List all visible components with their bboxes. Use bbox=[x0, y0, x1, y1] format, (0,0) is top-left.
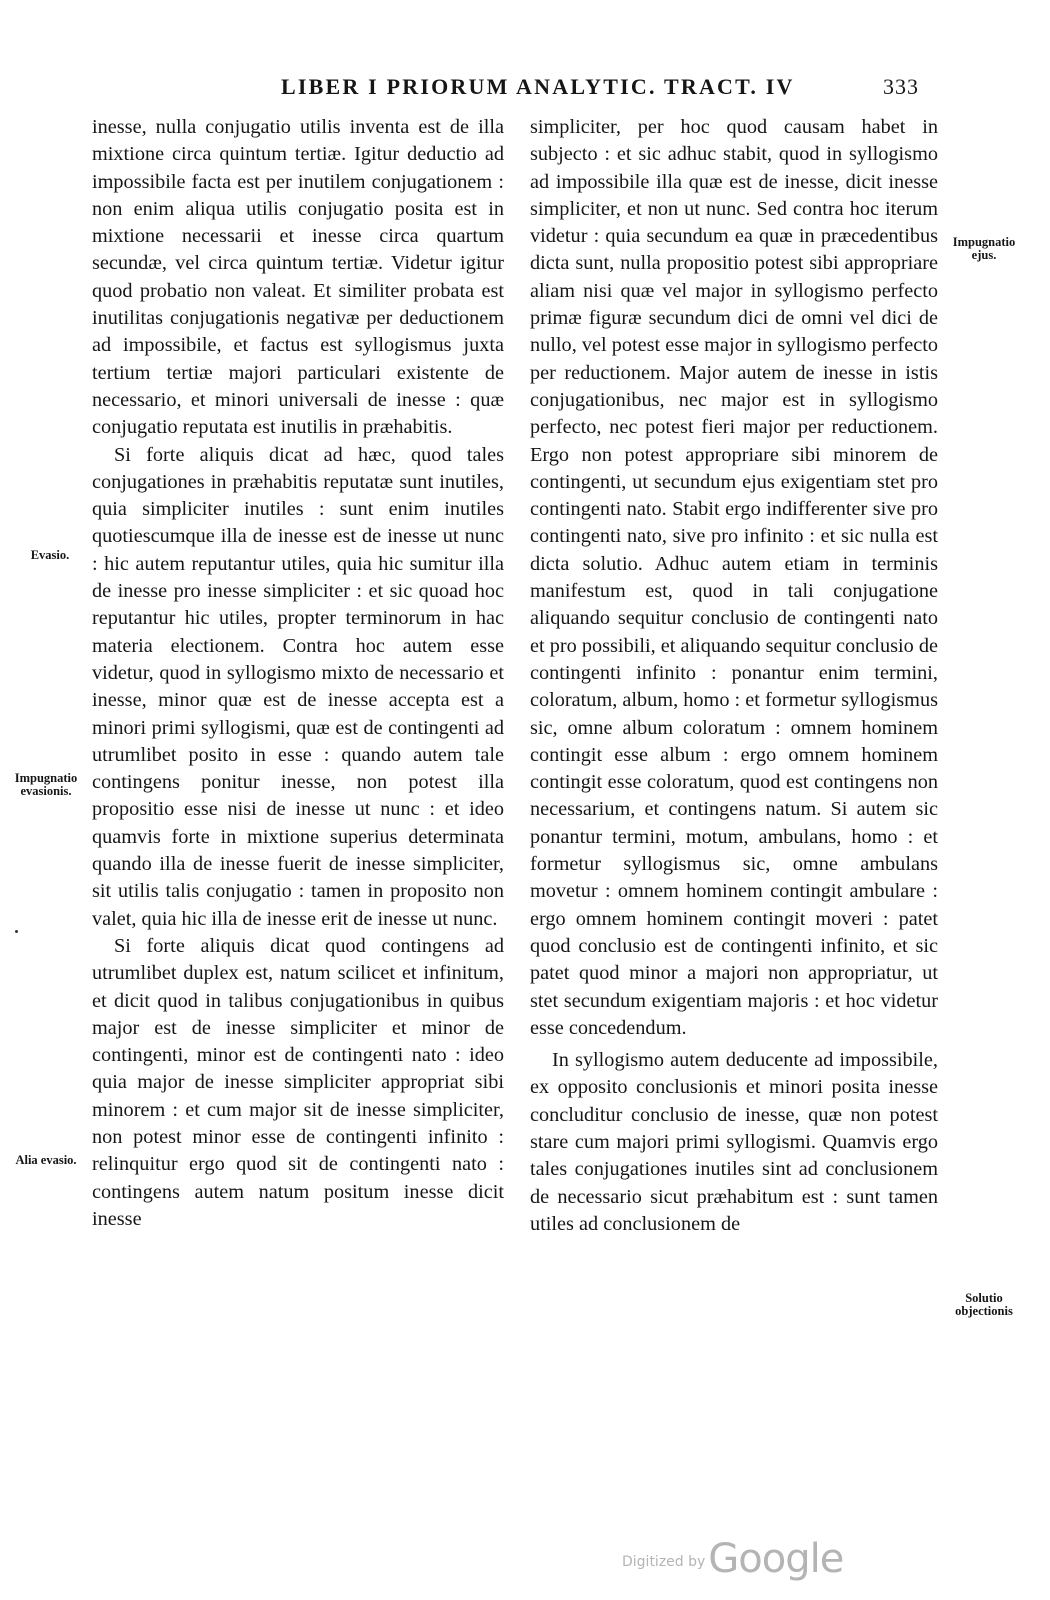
right-text-column bbox=[530, 114, 938, 1238]
margin-note-evasio: Evasio. bbox=[30, 548, 70, 562]
paragraph: Si forte aliquis dicat ad hæc, quod tales conjugationes in præhabitis reputatæ sunt inutiles, quia simpliciter inutiles : sunt enim inutiles quotiescumque illa de inesse est de inesse ut nunc : hic autem reputantur utiles, quia hic sumitur illa de inesse pro inesse simpliciter : et sic quoad hoc reputantur hic utiles, propter terminorum in hac materia electionem. Contra hoc autem esse videtur, quod in syllogismo mixto de necessario et inesse, minor quæ est de inesse accepta est a minori primi syllogismi, quæ est de contingenti ad utrumlibet posito in esse : quando autem tale contingens ponitur inesse, non potest illa propositio esse nisi de inesse ut nunc : et ideo quamvis forte in mixtione superius determinata quando illa de inesse fuerit de inesse simpliciter, sit utilis talis conjugatio : tamen in proposito non valet, quia hic illa de inesse erit de inesse ut nunc. bbox=[92, 443, 504, 930]
margin-note-impugnatio-ejus: Impugnatio ejus. bbox=[952, 235, 1016, 262]
paragraph: Si forte aliquis dicat quod contingens ad utrumlibet duplex est, natum scilicet et infinitum, et dicit quod in talibus conjugationibus in quibus major est de inesse simpliciter et minor de contingenti, minor est de contingenti nato : ideo quia major de inesse simpliciter appropriat sibi minorem : et cum major sit de inesse simpliciter, non potest minor esse de contingenti infinito : relinquitur ergo quod sit de contingenti nato : contingens autem natum positum inesse dicit inesse bbox=[92, 934, 504, 1230]
paragraph: In syllogismo autem deducente ad impossibile, ex opposito conclusionis et minori posita inesse concluditur conclusio de inesse, quæ non potest stare cum majori primi syllogismi. Quamvis ergo tales conjugationes inutiles sint ad conclusionem de necessario sicut præhabitum est : sunt tamen utiles ad conclusionem de bbox=[530, 1049, 938, 1235]
margin-note-impugnatio-evasionis: Impugnatio evasionis. bbox=[14, 771, 78, 798]
watermark-prefix: Digitized by bbox=[622, 1554, 706, 1570]
ink-speck bbox=[15, 930, 18, 933]
google-logo: Google bbox=[708, 1536, 844, 1582]
paragraph: simpliciter, per hoc quod causam habet in subjecto : et sic adhuc stabit, quod in syllogismo ad impossibile illa quæ est de inesse, dicit inesse simpliciter, et non ut nunc. Sed contra hoc iterum videtur : quia secundum ea quæ in præcedentibus dicta sunt, nulla propositio potest sibi appropriare aliam nisi quæ vel major in syllogismo perfecto primæ figuræ secundum dici de omni vel dici de nullo, vel potest esse major in syllogismo perfecto per reductionem. Major autem de inesse in istis conjugationibus, nec major est in syllogismo perfecto, nec potest fieri major per reductionem. Ergo non potest appropriare sibi minorem de contingenti, ut secundum ejus exigentiam stet pro contingenti nato. Stabit ergo indifferenter sive pro contingenti nato, sive pro infinito : et sic nulla est dicta solutio. Adhuc autem etiam in terminis manifestum est, quod in tali conjugatione aliquando sequitur conclusio de contingenti nato et pro possibili, et aliquando sequitur conclusio de contingenti infinito : ponantur enim termini, coloratum, album, homo : et formetur syllogismus sic, omne album coloratum : omnem hominem contingit esse album : ergo omnem hominem contingit esse coloratum, quod est contingens non necessarium, et contingens natum. Si autem sic ponantur termini, motum, ambulans, homo : et formetur syllogismus sic, omne ambulans movetur : omnem hominem contingit ambulare : ergo omnem hominem contingit moveri : patet quod conclusio est de contingenti infinito, et sic patet quod minor a majori non appropriatur, ut stet secundum exigentiam majoris : et hoc videtur esse concedendum. bbox=[530, 116, 938, 1039]
running-head-title: LIBER I PRIORUM ANALYTIC. TRACT. IV bbox=[281, 74, 795, 99]
digitized-watermark bbox=[622, 1536, 843, 1582]
running-header bbox=[0, 74, 1050, 104]
margin-note-solutio-objectionis: Solutio objectionis bbox=[955, 1291, 1013, 1318]
left-text-column bbox=[92, 114, 504, 1233]
margin-note-alia-evasio: Alia evasio. bbox=[15, 1153, 77, 1167]
page-number: 333 bbox=[883, 74, 919, 99]
paragraph: inesse, nulla conjugatio utilis inventa est de illa mixtione circa quintum tertiæ. Igitur deductio ad impossibile facta est per inutilem conjugationem : non enim aliqua utilis conjugatio posita est in mixtione necessarii et inesse circa quartum secundæ, vel circa quintum tertiæ. Videtur igitur quod probatio non valeat. Et similiter probata est inutilitas conjugationis negativæ per deductionem ad impossibile, et factus est syllogismus juxta tertium tertiæ majori particulari existente de necessario, et minori universali de inesse : quæ conjugatio reputata est inutilis in præhabitis. bbox=[92, 116, 504, 439]
